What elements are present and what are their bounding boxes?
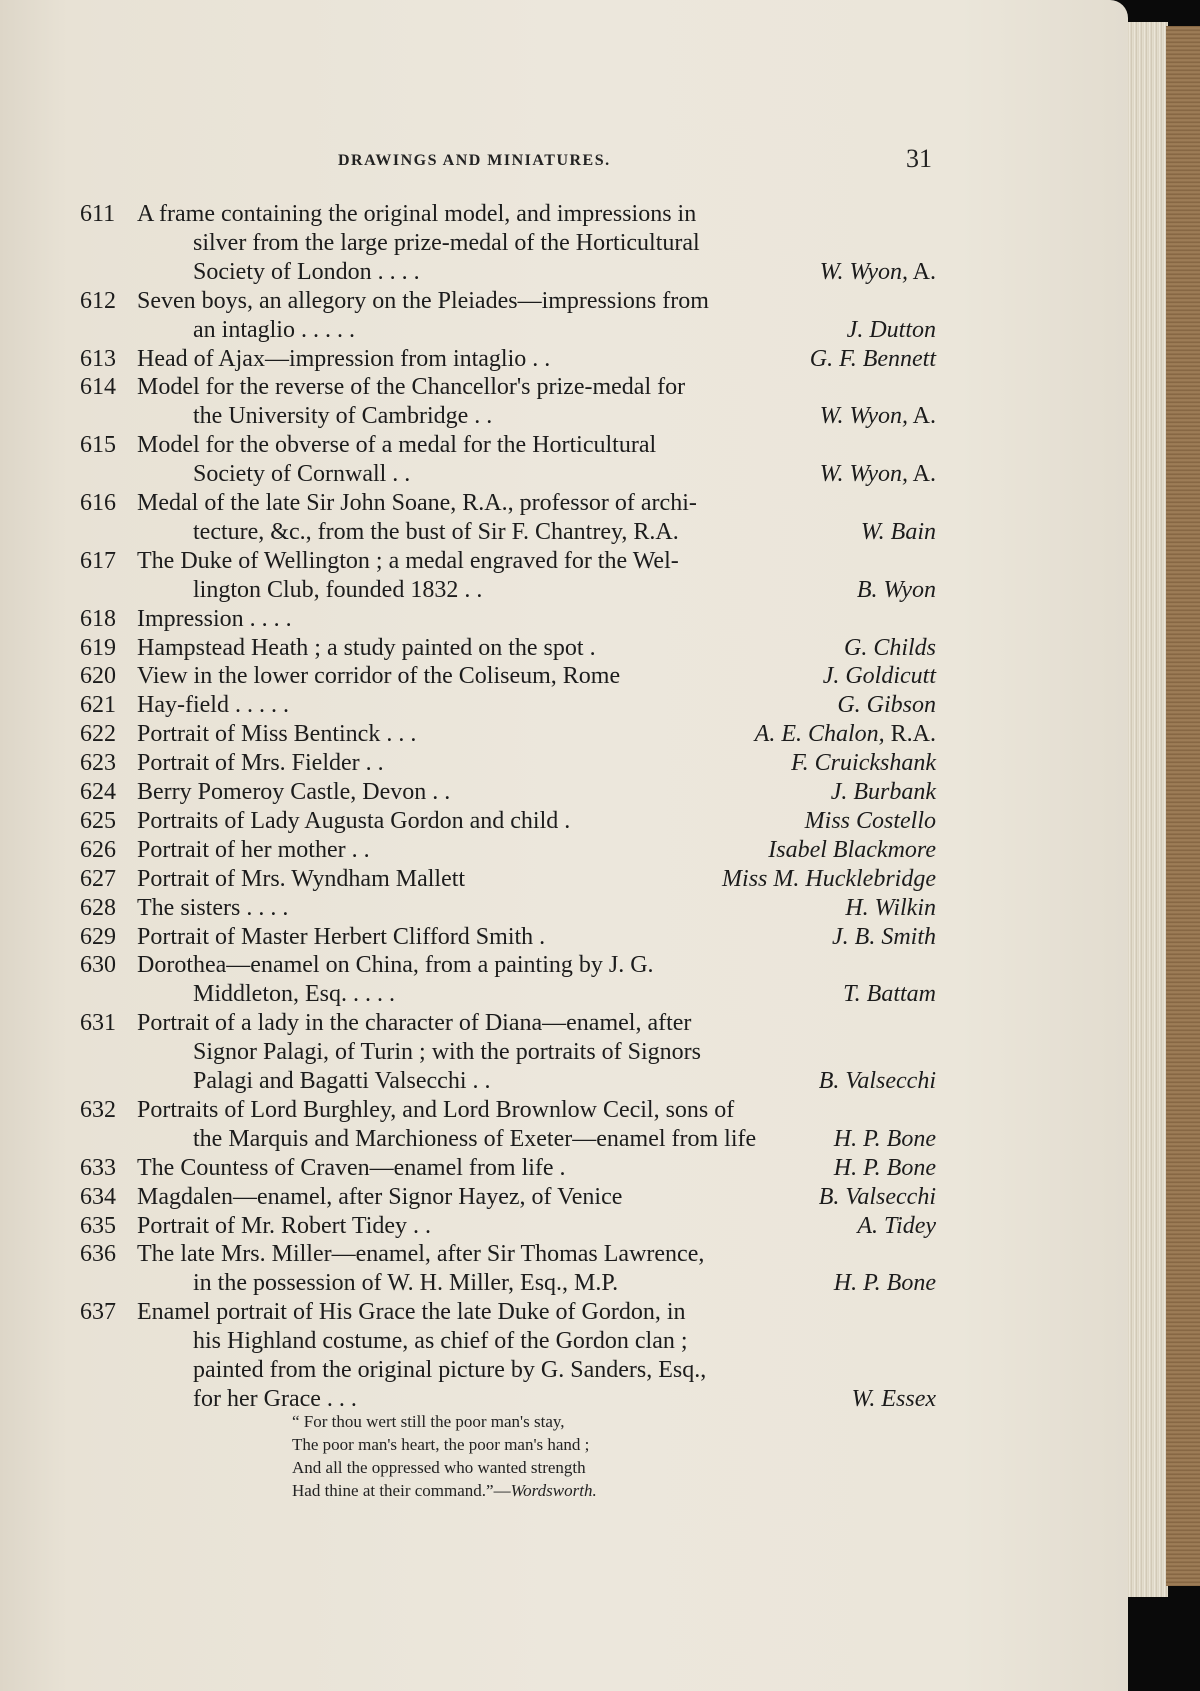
page-number: 31 bbox=[906, 144, 932, 173]
quote-line: “ For thou wert still the poor man's stay, bbox=[292, 1412, 565, 1431]
entry-text: View in the lower corridor of the Coliseum, Rome bbox=[137, 663, 621, 690]
artist-name: Miss Costello bbox=[804, 807, 936, 834]
entry-artist bbox=[805, 807, 936, 836]
entry-number: 630 bbox=[80, 952, 116, 979]
artist-name: W. Essex bbox=[851, 1385, 936, 1412]
entry-text: A frame containing the original model, and impressions in bbox=[137, 201, 697, 227]
artist-name: B. Valsecchi bbox=[818, 1068, 936, 1094]
entry-text: his Highland costume, as chief of the Gordon clan ; bbox=[193, 1328, 688, 1355]
entry-text: Portrait of Mrs. Wyndham Mallett bbox=[137, 865, 466, 892]
entry-text: The late Mrs. Miller—enamel, after Sir Thomas Lawrence, bbox=[137, 1241, 705, 1268]
artist-suffix: A. bbox=[907, 403, 936, 430]
entry-number: 623 bbox=[80, 750, 116, 777]
entry-line bbox=[0, 1009, 1128, 1038]
artist-name: J. Burbank bbox=[830, 779, 936, 805]
entry-line bbox=[0, 807, 1128, 836]
entry-line bbox=[0, 1212, 1128, 1241]
entry-line bbox=[0, 489, 1128, 518]
artist-name: B. Valsecchi bbox=[818, 1183, 936, 1210]
entry-text: Signor Palagi, of Turin ; with the portraits of Signors bbox=[193, 1039, 702, 1066]
artist-name: Isabel Blackmore bbox=[768, 836, 936, 863]
artist-name: J. B. Smith bbox=[832, 923, 936, 950]
entry-continuation-line bbox=[0, 1269, 1128, 1298]
entry-line bbox=[0, 865, 1128, 894]
book-cover-edge bbox=[1166, 26, 1200, 1586]
entry-artist bbox=[820, 460, 936, 489]
entry-line bbox=[0, 778, 1128, 807]
entry-text: Portrait of Mr. Robert Tidey . . bbox=[137, 1212, 432, 1239]
entry-artist bbox=[852, 1385, 936, 1414]
entry-continuation-line bbox=[0, 402, 1128, 431]
entry-line bbox=[0, 662, 1128, 691]
artist-name: G. Gibson bbox=[837, 692, 936, 719]
artist-name: G. F. Bennett bbox=[809, 345, 936, 372]
entry-line bbox=[0, 749, 1128, 778]
entry-number: 631 bbox=[80, 1010, 116, 1037]
entry-continuation-line bbox=[0, 518, 1128, 547]
entry-number: 635 bbox=[80, 1212, 116, 1239]
artist-name: G. Childs bbox=[843, 634, 936, 661]
artist-name: H. P. Bone bbox=[833, 1125, 936, 1152]
entry-line bbox=[0, 200, 1128, 229]
entry-number: 627 bbox=[80, 865, 116, 892]
entry-continuation-line bbox=[0, 1067, 1128, 1096]
artist-name: J. Dutton bbox=[846, 316, 936, 343]
entry-artist bbox=[837, 691, 936, 720]
entry-number: 624 bbox=[80, 779, 116, 805]
artist-name: W. Bain bbox=[860, 518, 936, 545]
entry-line bbox=[0, 720, 1128, 749]
entry-line bbox=[0, 894, 1128, 923]
entry-number: 621 bbox=[80, 692, 116, 719]
entry-artist bbox=[845, 894, 936, 923]
entry-text: Portrait of Master Herbert Clifford Smith . bbox=[137, 923, 546, 950]
entry-line bbox=[0, 287, 1128, 316]
quote-line: And all the oppressed who wanted strength bbox=[292, 1458, 586, 1477]
artist-name: H. Wilkin bbox=[845, 894, 936, 921]
entry-text: The sisters . . . . bbox=[137, 894, 289, 921]
entry-text: painted from the original picture by G. Sanders, Esq., bbox=[193, 1357, 707, 1383]
entry-line bbox=[0, 1154, 1128, 1183]
entry-continuation-line bbox=[0, 316, 1128, 345]
entry-artist bbox=[857, 576, 936, 605]
entry-text: Portrait of her mother . . bbox=[137, 836, 370, 863]
artist-name: B. Wyon bbox=[856, 576, 936, 603]
entry-text: in the possession of W. H. Miller, Esq., M.P. bbox=[193, 1270, 619, 1297]
entry-continuation-line bbox=[0, 258, 1128, 287]
artist-name: F. Cruickshank bbox=[791, 750, 936, 777]
entry-text: Magdalen—enamel, after Signor Hayez, of Venice bbox=[137, 1183, 623, 1210]
entry-artist bbox=[861, 518, 936, 547]
artist-name: A. E. Chalon, bbox=[754, 721, 885, 748]
entry-line bbox=[0, 634, 1128, 663]
entry-line bbox=[0, 951, 1128, 980]
entry-artist bbox=[768, 836, 936, 865]
entry-number: 632 bbox=[80, 1096, 116, 1123]
entry-text: The Duke of Wellington ; a medal engraved for the Wel- bbox=[137, 547, 679, 574]
entry-artist bbox=[823, 662, 936, 691]
entry-text: The Countess of Craven—enamel from life . bbox=[137, 1154, 566, 1181]
entry-line bbox=[0, 373, 1128, 402]
entry-number: 616 bbox=[80, 490, 116, 516]
entry-text: Portrait of Miss Bentinck . . . bbox=[137, 721, 417, 748]
entry-text: Palagi and Bagatti Valsecchi . . bbox=[193, 1068, 491, 1094]
entry-line bbox=[0, 836, 1128, 865]
entry-line bbox=[0, 345, 1128, 374]
entry-artist bbox=[834, 1269, 936, 1298]
entry-text: Portraits of Lady Augusta Gordon and child . bbox=[137, 807, 571, 834]
artist-name: T. Battam bbox=[843, 981, 936, 1008]
entry-line bbox=[0, 691, 1128, 720]
entry-artist bbox=[834, 1125, 936, 1154]
entry-number: 634 bbox=[80, 1183, 116, 1210]
entry-artist bbox=[843, 980, 936, 1009]
artist-name: J. Goldicutt bbox=[822, 663, 936, 690]
entry-text: Head of Ajax—impression from intaglio . . bbox=[137, 345, 551, 372]
entry-text: Middleton, Esq. . . . . bbox=[193, 981, 395, 1008]
entry-artist bbox=[844, 634, 936, 663]
entry-number: 613 bbox=[80, 345, 116, 372]
entry-continuation-line bbox=[0, 576, 1128, 605]
epigraph-quote bbox=[292, 1410, 597, 1502]
entry-number: 625 bbox=[80, 807, 116, 834]
entry-continuation-line bbox=[0, 1125, 1128, 1154]
entry-text: an intaglio . . . . . bbox=[193, 316, 355, 343]
entry-number: 617 bbox=[80, 547, 116, 574]
entry-continuation-line bbox=[0, 460, 1128, 489]
entry-artist bbox=[755, 720, 936, 749]
entry-text: tecture, &c., from the bust of Sir F. Chantrey, R.A. bbox=[193, 518, 679, 545]
entry-text: Seven boys, an allegory on the Pleiades—impressions from bbox=[137, 287, 709, 314]
entry-artist bbox=[834, 1154, 936, 1183]
artist-name: H. P. Bone bbox=[833, 1154, 936, 1181]
entry-number: 626 bbox=[80, 836, 116, 863]
entry-line bbox=[0, 1240, 1128, 1269]
entry-number: 614 bbox=[80, 374, 116, 401]
artist-suffix: R.A. bbox=[884, 721, 936, 748]
entry-number: 628 bbox=[80, 894, 116, 921]
entry-text: the Marquis and Marchioness of Exeter—enamel from life bbox=[193, 1125, 757, 1152]
entry-number: 615 bbox=[80, 432, 116, 459]
entry-line bbox=[0, 547, 1128, 576]
entry-number: 612 bbox=[80, 287, 116, 314]
entry-continuation-line bbox=[0, 1038, 1128, 1067]
entry-number: 618 bbox=[80, 605, 116, 632]
entry-artist bbox=[820, 258, 936, 287]
entry-text: Model for the reverse of the Chancellor's prize-medal for bbox=[137, 374, 686, 401]
entry-line bbox=[0, 431, 1128, 460]
entry-artist bbox=[847, 316, 936, 345]
entry-text: Portrait of Mrs. Fielder . . bbox=[137, 750, 384, 777]
entry-text: Hampstead Heath ; a study painted on the spot . bbox=[137, 634, 596, 661]
entry-text: Impression . . . . bbox=[137, 605, 292, 632]
entry-number: 619 bbox=[80, 634, 116, 661]
quote-line: Had thine at their command.”— bbox=[292, 1481, 511, 1500]
artist-name: Miss M. Hucklebridge bbox=[722, 865, 936, 892]
entry-text: Portrait of a lady in the character of Diana—enamel, after bbox=[137, 1010, 692, 1037]
entry-text: Society of London . . . . bbox=[193, 258, 420, 285]
entry-artist bbox=[791, 749, 936, 778]
artist-name: H. P. Bone bbox=[833, 1270, 936, 1297]
entry-line bbox=[0, 1183, 1128, 1212]
entry-artist bbox=[810, 345, 936, 374]
entry-text: Society of Cornwall . . bbox=[193, 461, 411, 488]
entry-number: 611 bbox=[80, 201, 116, 227]
artist-name: W. Wyon, bbox=[819, 258, 908, 285]
entry-artist bbox=[857, 1212, 936, 1241]
entry-line bbox=[0, 1096, 1128, 1125]
entry-text: Dorothea—enamel on China, from a painting by J. G. bbox=[137, 952, 654, 979]
entry-artist bbox=[722, 865, 936, 894]
entry-continuation-line bbox=[0, 1327, 1128, 1356]
entry-text: lington Club, founded 1832 . . bbox=[193, 576, 483, 603]
entry-artist bbox=[820, 402, 936, 431]
entry-text: Enamel portrait of His Grace the late Duke of Gordon, in bbox=[137, 1299, 686, 1326]
entry-artist bbox=[831, 778, 936, 807]
entry-artist bbox=[819, 1183, 936, 1212]
entry-text: the University of Cambridge . . bbox=[193, 403, 493, 430]
entry-line bbox=[0, 923, 1128, 952]
entry-text: silver from the large prize-medal of the Horticultural bbox=[193, 229, 700, 256]
entry-continuation-line bbox=[0, 1356, 1128, 1385]
artist-suffix: A. bbox=[907, 258, 936, 285]
entry-artist bbox=[819, 1067, 936, 1096]
page-edges bbox=[1128, 22, 1168, 1597]
running-title: DRAWINGS AND MINIATURES. bbox=[338, 152, 611, 169]
artist-suffix: A. bbox=[907, 461, 936, 488]
entry-number: 622 bbox=[80, 721, 116, 748]
entry-text: for her Grace . . . bbox=[193, 1385, 357, 1412]
entry-text: Portraits of Lord Burghley, and Lord Brownlow Cecil, sons of bbox=[137, 1096, 735, 1123]
entry-artist bbox=[832, 923, 936, 952]
artist-name: W. Wyon, bbox=[819, 461, 908, 488]
entry-text: Berry Pomeroy Castle, Devon . . bbox=[137, 779, 451, 805]
entry-line bbox=[0, 1298, 1128, 1327]
quote-last-line bbox=[292, 1479, 597, 1502]
entry-number: 629 bbox=[80, 923, 116, 950]
artist-name: A. Tidey bbox=[857, 1212, 936, 1239]
entry-text: Model for the obverse of a medal for the Horticultural bbox=[137, 432, 657, 459]
entry-text: Medal of the late Sir John Soane, R.A., professor of archi- bbox=[137, 490, 697, 516]
quote-line: The poor man's heart, the poor man's hand ; bbox=[292, 1435, 590, 1454]
entry-number: 633 bbox=[80, 1154, 116, 1181]
entry-continuation-line bbox=[0, 980, 1128, 1009]
entry-number: 620 bbox=[80, 663, 116, 690]
entry-number: 637 bbox=[80, 1299, 116, 1326]
entry-text: Hay-field . . . . . bbox=[137, 692, 289, 719]
artist-name: W. Wyon, bbox=[819, 403, 908, 430]
entry-continuation-line bbox=[0, 229, 1128, 258]
quote-author: Wordsworth. bbox=[510, 1481, 597, 1500]
entry-line bbox=[0, 605, 1128, 634]
entry-number: 636 bbox=[80, 1241, 116, 1268]
